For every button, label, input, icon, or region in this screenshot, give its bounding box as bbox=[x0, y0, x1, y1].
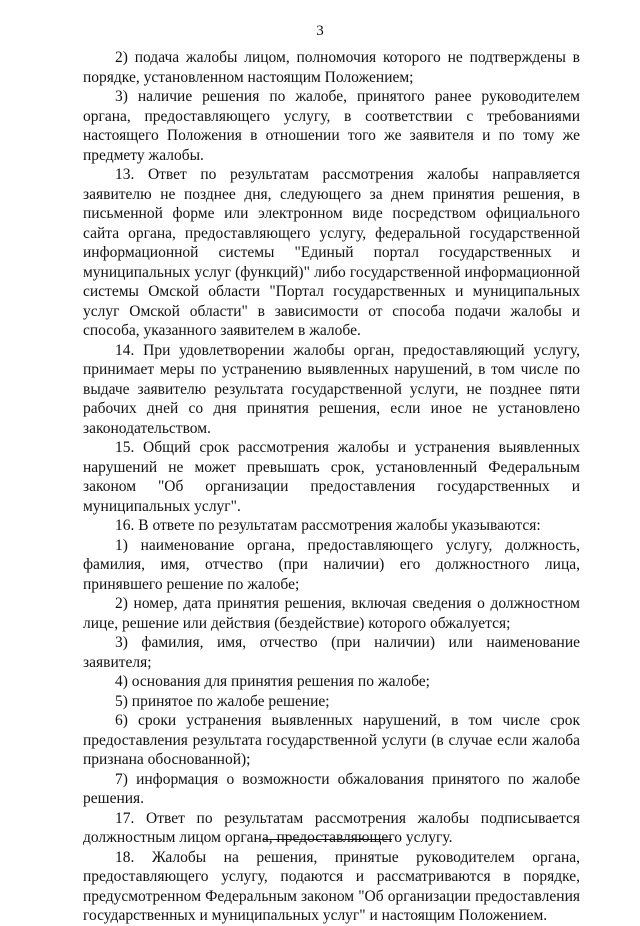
page-number: 3 bbox=[316, 23, 324, 39]
paragraph-clause-18: 18. Жалобы на решения, принятые руководителем органа, предоставляющего услугу, подаются и рассматриваются в порядке, предусмотренном Федеральным законом "Об организации предоставления государственных и муниципальных услуг" и настоящим Положением. bbox=[83, 848, 580, 924]
footer-divider bbox=[263, 839, 392, 840]
paragraph-clause-15: 15. Общий срок рассмотрения жалобы и устранения выявленных нарушений не может превышать срок, установленный Федеральным законом "Об организации предоставления государственных и муниципальных услуг". bbox=[83, 439, 580, 515]
paragraph-item-2: 2) подача жалобы лицом, полномочия которого не подтверждены в порядке, установленном настоящим Положением; bbox=[83, 49, 580, 86]
paragraph-clause-16-item-5: 5) принятое по жалобе решение; bbox=[115, 692, 330, 710]
paragraph-clause-16-item-1: 1) наименование органа, предоставляющего услугу, должность, фамилия, имя, отчество (при наличии) его должностного лица, принявшего решение по жалобе; bbox=[83, 536, 580, 593]
paragraph-clause-16-item-7: 7) информация о возможности обжалования принятого по жалобе решения. bbox=[83, 770, 580, 807]
paragraph-clause-14: 14. При удовлетворении жалобы орган, предоставляющий услугу, принимает меры по устранению выявленных нарушений, в том числе по выдаче заявителю результата государственной услуги, не позднее пяти рабочих дней со дня принятия решения, если иное не установлено законодательством. bbox=[83, 341, 580, 437]
paragraph-clause-16-item-2: 2) номер, дата принятия решения, включая сведения о должностном лице, решение или действия (бездействие) которого обжалуется; bbox=[83, 595, 580, 632]
paragraph-clause-16: 16. В ответе по результатам рассмотрения жалобы указываются: bbox=[115, 517, 541, 534]
paragraph-clause-13: 13. Ответ по результатам рассмотрения жалобы направляется заявителю не позднее дня, следующего за днем принятия решения, в письменной форме или электронном виде посредством официального сайта органа, предоставляющего услугу, федеральной государственной информационной системы "Единый портал государственных и муниципальных услуг (функций)" либо государственной информационной системы Омской области "Портал государственных и муниципальных услуг Омской области" в зависимости от способа подачи жалобы и способа, указанного заявителем в жалобе. bbox=[83, 166, 580, 339]
paragraph-item-3: 3) наличие решения по жалобе, принятого ранее руководителем органа, предоставляющего услугу, в соответствии с требованиями настоящего Положения в отношении того же заявителя и по тому же предмету жалобы. bbox=[83, 88, 580, 164]
paragraph-clause-17: 17. Ответ по результатам рассмотрения жалобы подписывается должностным лицом органа, предоставляющего услугу. bbox=[83, 809, 580, 846]
paragraph-clause-16-item-4: 4) основания для принятия решения по жалобе; bbox=[115, 673, 430, 690]
paragraph-clause-16-item-6: 6) сроки устранения выявленных нарушений, в том числе срок предоставления результата государственной услуги (в случае если жалоба признана обоснованной); bbox=[83, 712, 580, 768]
paragraph-clause-16-item-3: 3) фамилия, имя, отчество (при наличии) или наименование заявителя; bbox=[83, 634, 580, 671]
document-body bbox=[83, 48, 580, 926]
